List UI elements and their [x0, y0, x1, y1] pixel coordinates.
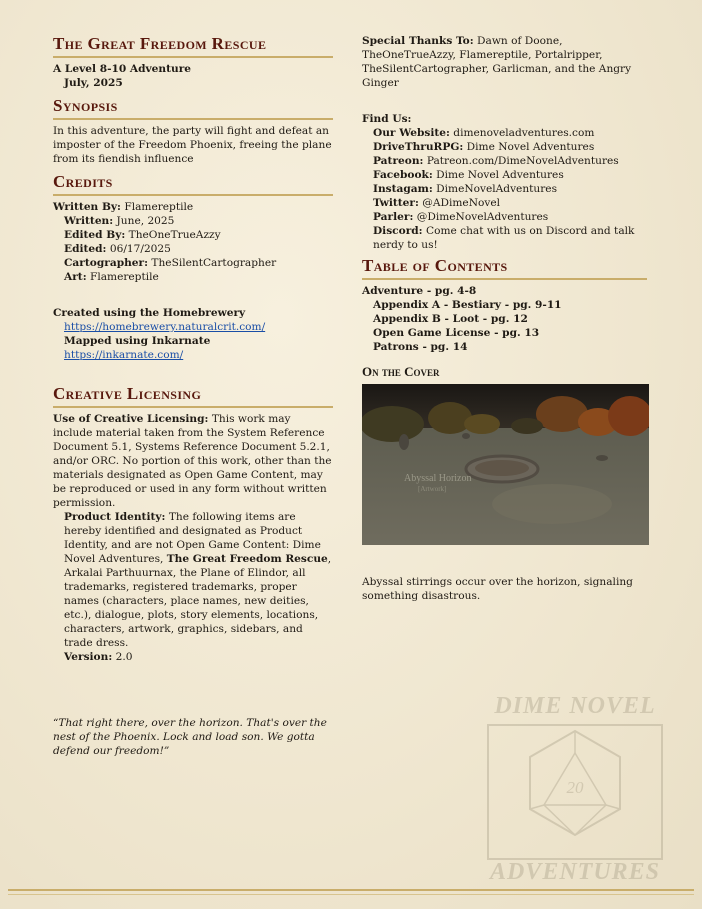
special-thanks: Special Thanks To: Dawn of Doone, TheOneTrueAzzy, Flamereptile, Portalripper, TheSilentCartographer, Garlicman, and the Angry Ginger — [362, 35, 632, 89]
mapped-using: Mapped using Inkarnate — [64, 335, 211, 347]
toc-item[interactable]: Appendix A - Bestiary - pg. 9-11 — [373, 299, 562, 311]
contact-link-item[interactable] — [362, 210, 647, 224]
contact-link-label: Our Website: — [373, 127, 450, 139]
contact-link-item[interactable] — [362, 196, 647, 210]
contact-link-item[interactable] — [362, 182, 647, 196]
cover-caption-sub: [Artwork] — [418, 485, 447, 493]
contact-link-label: Twitter: — [373, 197, 419, 209]
contact-link-label: DriveThruRPG: — [373, 141, 464, 153]
cover-caption-title: Abyssal Horizon — [404, 473, 472, 484]
cover-description: Abyssal stirrings occur over the horizon, signaling something disastrous. — [362, 576, 633, 602]
logo-bottom-text: ADVENTURES — [489, 859, 661, 885]
contact-link-value[interactable]: Come chat with us on Discord and talk nerdy to us! — [373, 225, 635, 251]
cover-landscape-image — [362, 384, 649, 545]
homebrewery-link[interactable]: https://homebrewery.naturalcrit.com/ — [64, 321, 266, 333]
synopsis-heading: Synopsis — [53, 96, 333, 120]
version-line: Version: 2.0 — [64, 651, 133, 663]
contact-link-item[interactable] — [362, 224, 647, 252]
left-column — [53, 34, 333, 758]
created-using: Created using the Homebrewery — [53, 307, 246, 319]
licensing-text: Use of Creative Licensing: This work may include material taken from the System Reference Document 5.1, Systems Reference Document 5.2.1, and/or ORC. No portion of this work, other than the materials designated as Open Game Content, may be reproduced or used in any form without written permission. — [53, 413, 332, 509]
toc-item[interactable]: Adventure - pg. 4-8 — [362, 285, 477, 297]
credit-edited-by: Edited By: TheOneTrueAzzy — [64, 229, 221, 241]
contact-link-label: Discord: — [373, 225, 423, 237]
licensing-heading: Creative Licensing — [53, 384, 333, 408]
contact-link-value[interactable]: Dime Novel Adventures — [436, 169, 564, 181]
contact-link-value[interactable]: Patreon.com/DimeNovelAdventures — [426, 155, 619, 167]
level-line: A Level 8-10 Adventure — [53, 63, 192, 75]
contact-link-item[interactable] — [362, 154, 647, 168]
contact-link-item[interactable] — [362, 168, 647, 182]
toc-item[interactable]: Patrons - pg. 14 — [373, 341, 468, 353]
credits-heading: Credits — [53, 172, 333, 196]
credit-cartographer: Cartographer: TheSilentCartographer — [64, 257, 277, 269]
document-title: The Great Freedom Rescue — [53, 34, 333, 58]
cover-artwork — [362, 384, 649, 545]
logo-top-text: DIME NOVEL — [494, 693, 656, 719]
contact-link-value[interactable]: DimeNovelAdventures — [436, 183, 558, 195]
toc-item[interactable]: Open Game License - pg. 13 — [373, 327, 540, 339]
product-identity-text: Product Identity: The following items are hereby identified and designated as Product Identity, and are not Open Game Content: Dime Novel Adventures, The Great Freedom Rescue, Arkalai Parthuurnax, the Plane of Elindor, all trademarks, registered trademarks, proper names (characters, place names, new deities, etc.), dialogue, plots, story elements, locations, characters, artwork, graphics, sidebars, and trade dress. — [64, 511, 332, 649]
contact-link-label: Patreon: — [373, 155, 424, 167]
toc-heading: Table of Contents — [362, 256, 647, 280]
d20-number: 20 — [566, 778, 584, 797]
contact-link-value[interactable]: @DimeNovelAdventures — [416, 211, 549, 223]
dime-novel-logo — [480, 693, 670, 893]
inkarnate-link[interactable]: https://inkarnate.com/ — [64, 349, 184, 361]
credit-written: Written: June, 2025 — [64, 215, 175, 227]
contact-link-label: Parler: — [373, 211, 414, 223]
find-us-label: Find Us: — [362, 113, 412, 125]
credit-edited: Edited: 06/17/2025 — [64, 243, 171, 255]
toc-list — [362, 284, 647, 354]
cover-heading: On the Cover — [362, 364, 440, 379]
credit-written-by: Written By: Flamereptile — [53, 201, 194, 213]
contact-link-label: Facebook: — [373, 169, 433, 181]
contact-link-value[interactable]: dimenoveladventures.com — [453, 127, 595, 139]
phoenix-quote: “That right there, over the horizon. That's over the nest of the Phoenix. Lock and load son. We gotta defend our freedom!” — [53, 717, 327, 757]
toc-item[interactable]: Appendix B - Loot - pg. 12 — [373, 313, 528, 325]
synopsis-text: In this adventure, the party will fight and defeat an imposter of the Freedom Phoenix, freeing the plane from its fiendish influence — [53, 125, 332, 165]
page-border-line-thin — [8, 894, 694, 895]
contact-link-value[interactable]: @ADimeNovel — [422, 197, 500, 209]
date-line: July, 2025 — [64, 77, 123, 89]
right-column — [362, 34, 647, 603]
contact-link-item[interactable] — [362, 140, 647, 154]
contact-links-list — [362, 126, 647, 252]
credit-art: Art: Flamereptile — [64, 271, 159, 283]
page-border-line — [8, 889, 694, 891]
contact-link-item[interactable] — [362, 126, 647, 140]
contact-link-value[interactable]: Dime Novel Adventures — [466, 141, 595, 153]
contact-link-label: Instagam: — [373, 183, 433, 195]
